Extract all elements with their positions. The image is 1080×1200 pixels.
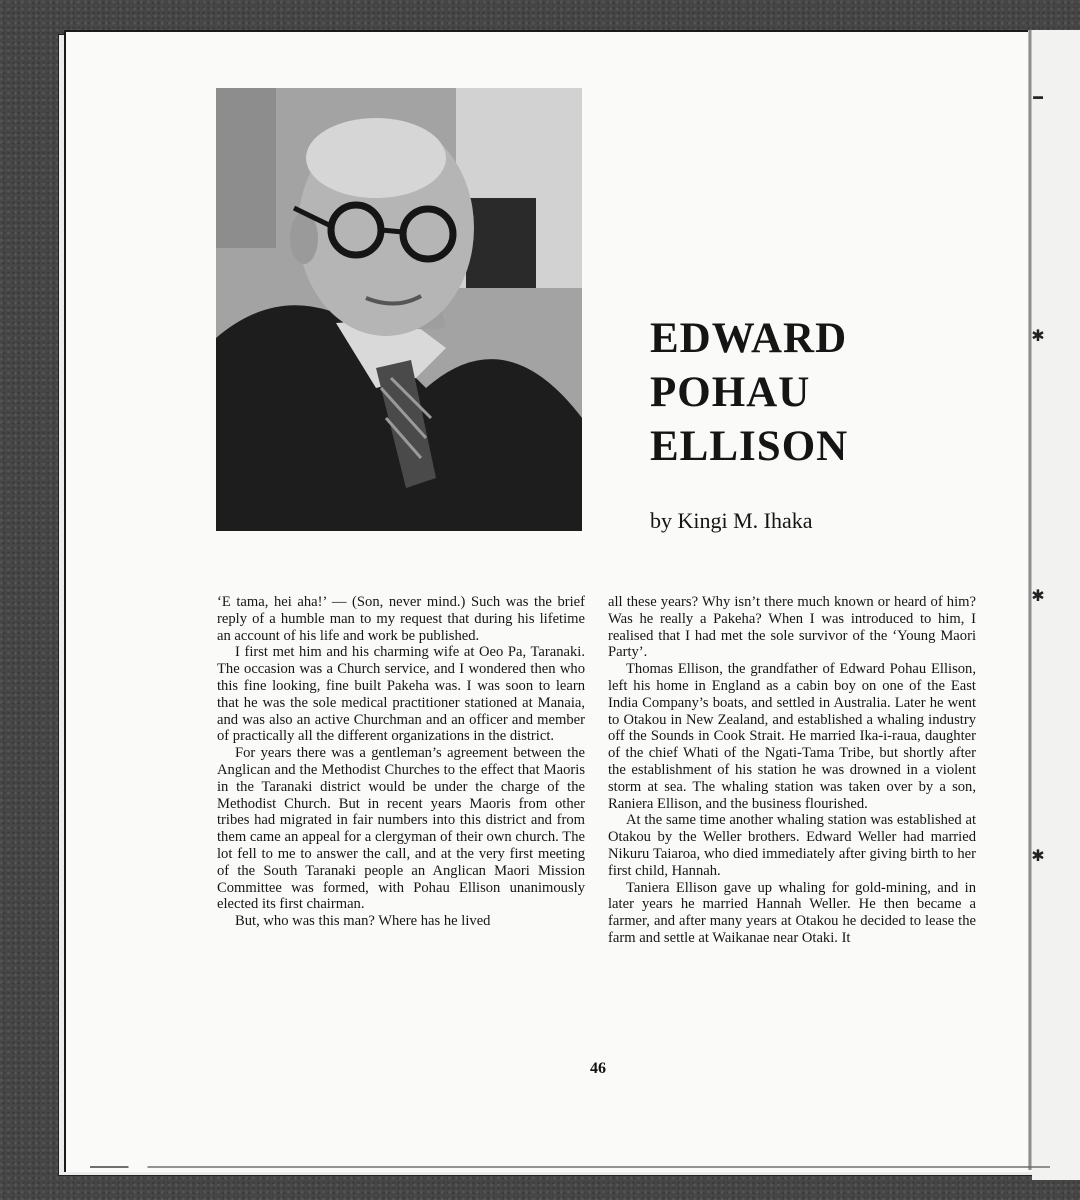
staple-mark-icon: ✱ (1031, 588, 1045, 605)
title-line-2: POHAU (650, 369, 811, 416)
paragraph: all these years? Why isn’t there much known or heard of him? Was he really a Pakeha? When I was introduced to him, I realised that I had met the sole survivor of the ‘Young Maori Party’. (608, 594, 976, 661)
paragraph: Thomas Ellison, the grandfather of Edward Pohau Ellison, left his home in England as a cabin boy on one of the East India Company’s boats, and settled in Australia. Later he went to Otakou in New Zealand, and established a whaling industry off the Sounds in Cook Strait. He married Ika-i-raua, daughter of the chief Whati of the Ngati-Tama Tribe, but shortly after the establishment of his station he was drowned in a violent storm at sea. The whaling station was taken over by a son, Raniera Ellison, and the business flourished. (608, 661, 976, 812)
right-column (608, 594, 976, 947)
paragraph: Taniera Ellison gave up whaling for gold-mining, and in later years he married Hannah Weller. He then became a farmer, and after many years at Otakou he decided to lease the farm and settle at Waikanae near Otaki. It (608, 879, 976, 946)
adjacent-page-edge (1032, 30, 1080, 1180)
page-number: 46 (590, 1060, 606, 1077)
title-line-1: EDWARD (650, 315, 848, 362)
staple-mark-icon: ✱ (1031, 848, 1045, 865)
scan-bottom-rule (90, 1166, 1050, 1168)
paragraph: But, who was this man? Where has he lived (235, 913, 491, 930)
staple-mark-icon: ━ (1033, 90, 1043, 107)
paragraph: I first met him and his charming wife at Oeo Pa, Taranaki. The occasion was a Church service, and I wondered then who this fine looking, fine built Pakeha was. I was soon to learn that he was the sole medical practitioner stationed at Manaia, and was also an active Churchman and an officer and member of practically all the different organizations in the district. (217, 644, 585, 745)
paragraph: For years there was a gentleman’s agreement between the Anglican and the Methodist Churches to the effect that Maoris in the Taranaki district would be under the charge of the Methodist Church. But in recent years Maoris from other tribes had migrated in fair numbers into this district and from them came an appeal for a clergyman of their own church. The lot fell to me to answer the call, and at the very first meeting of the South Taranaki people an Anglican Maori Mission Committee was formed, with Pohau Ellison unanimously elected its first chairman. (217, 745, 585, 913)
paragraph: At the same time another whaling station was established at Otakou by the Weller brothers. Edward Weller had married Nikuru Taiaroa, who died immediately after giving birth to her first child, Hannah. (608, 812, 976, 879)
article-title (650, 312, 950, 474)
left-column (217, 594, 585, 930)
byline: by Kingi M. Ihaka (650, 508, 813, 533)
portrait-photo (216, 88, 582, 531)
title-line-3: ELLISON (650, 423, 849, 470)
staple-mark-icon: ✱ (1031, 328, 1045, 345)
paragraph: ‘E tama, hei aha!’ — (Son, never mind.) Such was the brief reply of a humble man to my request that during his lifetime an account of his life and work be published. (217, 594, 585, 644)
